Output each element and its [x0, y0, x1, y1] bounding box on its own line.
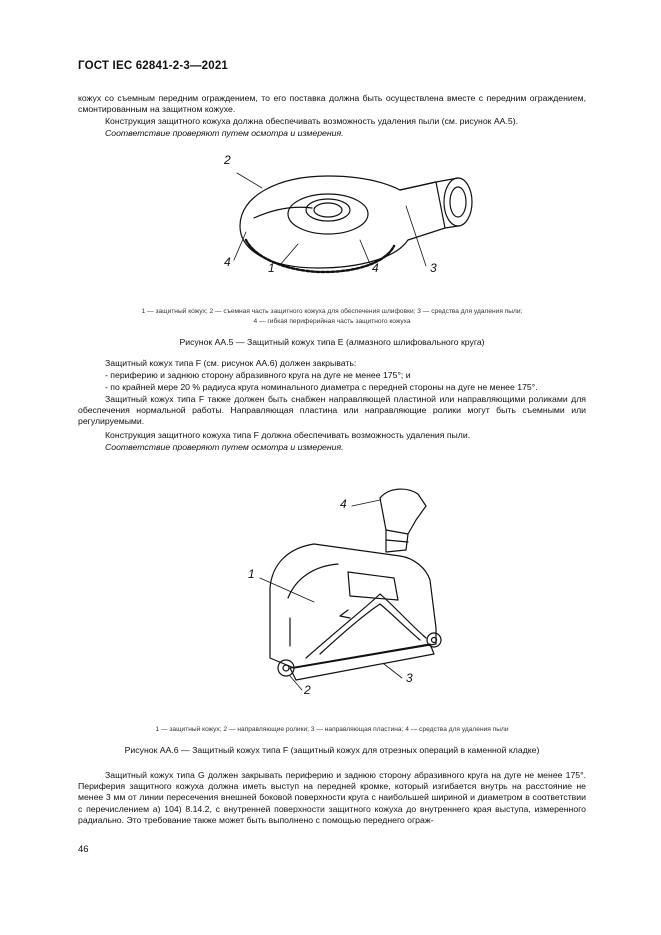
fig5-legend-line2: 4 — гибкая периферийная часть защитного кожуха [253, 317, 411, 325]
cutoff-guard-body [270, 544, 436, 668]
guard-center-ring-outer [288, 194, 368, 234]
fig5-label-3: 3 [430, 261, 437, 275]
figure-aa5-drawing [200, 148, 490, 298]
guard-body [240, 176, 445, 268]
dust-outlet [400, 182, 436, 190]
fig5-label-1: 1 [268, 261, 275, 275]
fig6-label-2: 2 [304, 683, 311, 697]
type-g-paragraph: Защитный кожух типа G должен закрывать периферию и заднюю сторону абразивного круга на дуге не менее 175°. Периферия защитного кожуха должна иметь выступ на передней кромке, который изгибается внутрь на расстояние не менее 3 мм от линии пересечения внешней боковой поверхности круга с наибольшей шириной и диаметром в соответствии с перечислением а) 104) 8.14.2, с внутренней поверхности защитного кожуха до внутреннего края выступа, измеренного радиально. Это требование также может быть выполнено с помощью переднего ограж- [78, 770, 586, 825]
dust-hose [380, 489, 426, 552]
fig5-label-4b: 4 [372, 261, 379, 275]
fig5-legend [78, 307, 586, 326]
fig6-label-4: 4 [340, 497, 347, 511]
fig5-label-4a: 4 [224, 255, 231, 269]
type-f-bullet-1: - периферию и заднюю сторону абразивного круга на дуге не менее 175°; и [105, 370, 411, 380]
type-f-dust-requirement: Конструкция защитного кожуха типа F должна обеспечивать возможность удаления пыли. [105, 430, 471, 440]
page-number: 46 [78, 844, 89, 855]
fig6-label-3: 3 [406, 671, 413, 685]
fig5-caption: Рисунок АА.5 — Защитный кожух типа E (алмазного шлифовального круга) [179, 337, 485, 347]
fig5-legend-line1: 1 — защитный кожух; 2 — съемная часть защитного кожуха для обеспечения шлифовки; 3 — средства для удаления пыли; [141, 308, 523, 315]
figure-aa6-drawing [230, 468, 460, 703]
intro-paragraph: кожух со съемным передним ограждением, то его поставка должна быть осуществлена вместе с передним ограждением, смонтированным на защитном кожухе. [78, 93, 586, 115]
type-f-guide-paragraph: Защитный кожух типа F также должен быть снабжен направляющей пластиной или направляющими роликами для обеспечения нормальной работы. Направляющая пластина или направляющие ролики могут быть съемными или регулируемыми. [78, 394, 586, 427]
document-header: ГОСТ IEC 62841-2-3—2021 [78, 60, 229, 72]
type-f-bullet-2: - по крайней мере 20 % радиуса круга номинального диаметра с передней стороны на дуге не менее 175°. [105, 382, 538, 392]
fig5-label-2: 2 [224, 153, 231, 167]
intro-dust-requirement: Конструкция защитного кожуха должна обеспечивать возможность удаления пыли (см. рисунок АА.5). [105, 116, 519, 126]
intro-compliance: Соответствие проверяют путем осмотра и измерения. [105, 128, 344, 138]
fig6-caption: Рисунок АА.6 — Защитный кожух типа F (защитный кожух для отрезных операций в каменной кладке) [124, 745, 540, 755]
fig6-label-1: 1 [248, 567, 255, 581]
type-f-intro: Защитный кожух типа F (см. рисунок АА.6) должен закрывать: [105, 358, 357, 368]
fig6-legend: 1 — защитный кожух; 2 — направляющие ролики; 3 — направляющая пластина; 4 — средства для удаления пыли [155, 726, 509, 733]
guard-center-ring-inner [306, 199, 350, 221]
type-f-compliance: Соответствие проверяют путем осмотра и измерения. [105, 442, 344, 452]
